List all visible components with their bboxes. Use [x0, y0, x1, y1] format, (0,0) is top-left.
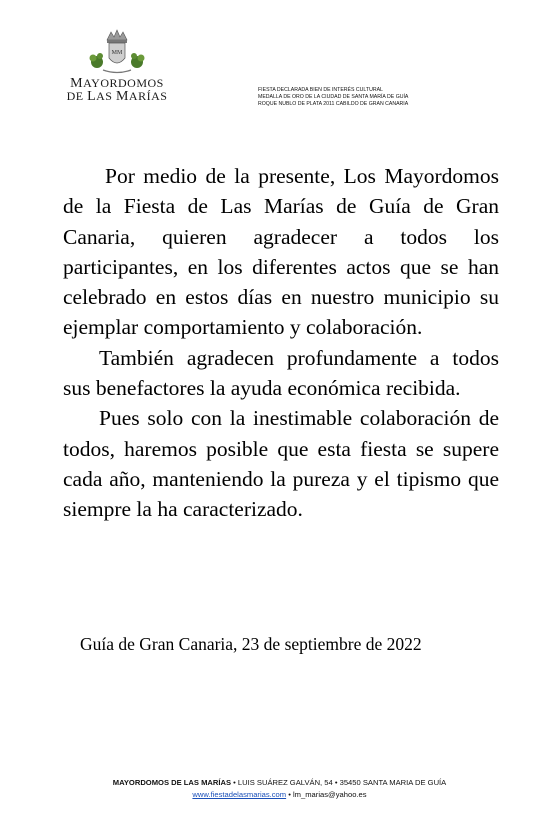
svg-text:MM: MM: [111, 50, 123, 56]
crest-icon: [85, 28, 149, 76]
letter-body: [63, 161, 499, 525]
logo-line-las-marias: DE LAS MARÍAS: [66, 89, 168, 104]
letter-paragraph: También agradecen profundamente a todos sus benefactores la ayuda económica recibida.: [63, 345, 499, 401]
honors-block: [258, 87, 408, 108]
letter-paragraph: Pues solo con la inestimable colaboración de todos, haremos posible que esta fiesta se supere cada año, manteniendo la pureza y el tipismo que siempre la ha caracterizado.: [63, 406, 499, 522]
letter-paragraph: Por medio de la presente, Los Mayordomos de la Fiesta de Las Marías de Guía de Gran Canaria, quieren agradecer a todos los participantes, en los diferentes actos que se han celebrado en estos días en nuestro municipio su ejemplar comportamiento y colaboración.: [63, 164, 499, 340]
place-date: Guía de Gran Canaria, 23 de septiembre de 2022: [80, 634, 422, 654]
footer-separator: •: [286, 790, 293, 799]
logo-line-mayordomos: MAYORDOMOS: [70, 76, 164, 91]
email-address[interactable]: lm_marias@yahoo.es: [293, 790, 367, 799]
footer-address-line: [0, 777, 559, 789]
footer-org-name: MAYORDOMOS DE LAS MARÍAS: [112, 778, 232, 787]
footer: [0, 777, 559, 801]
footer-contact-line: [0, 789, 559, 801]
organization-logo: [62, 28, 172, 103]
website-link[interactable]: www.fiestadelasmarias.com: [192, 790, 287, 799]
honor-line: MEDALLA DE ORO DE LA CIUDAD DE SANTA MARÍA DE GUÍA: [258, 94, 409, 100]
honor-line: ROQUE NUBLO DE PLATA 2011 CABILDO DE GRAN CANARIA: [258, 101, 409, 107]
honor-line: FIESTA DECLARADA BIEN DE INTERÉS CULTURAL: [258, 87, 383, 93]
footer-address: • LUIS SUÁREZ GALVÁN, 54 • 35450 SANTA MARIA DE GUÍA: [231, 778, 447, 787]
